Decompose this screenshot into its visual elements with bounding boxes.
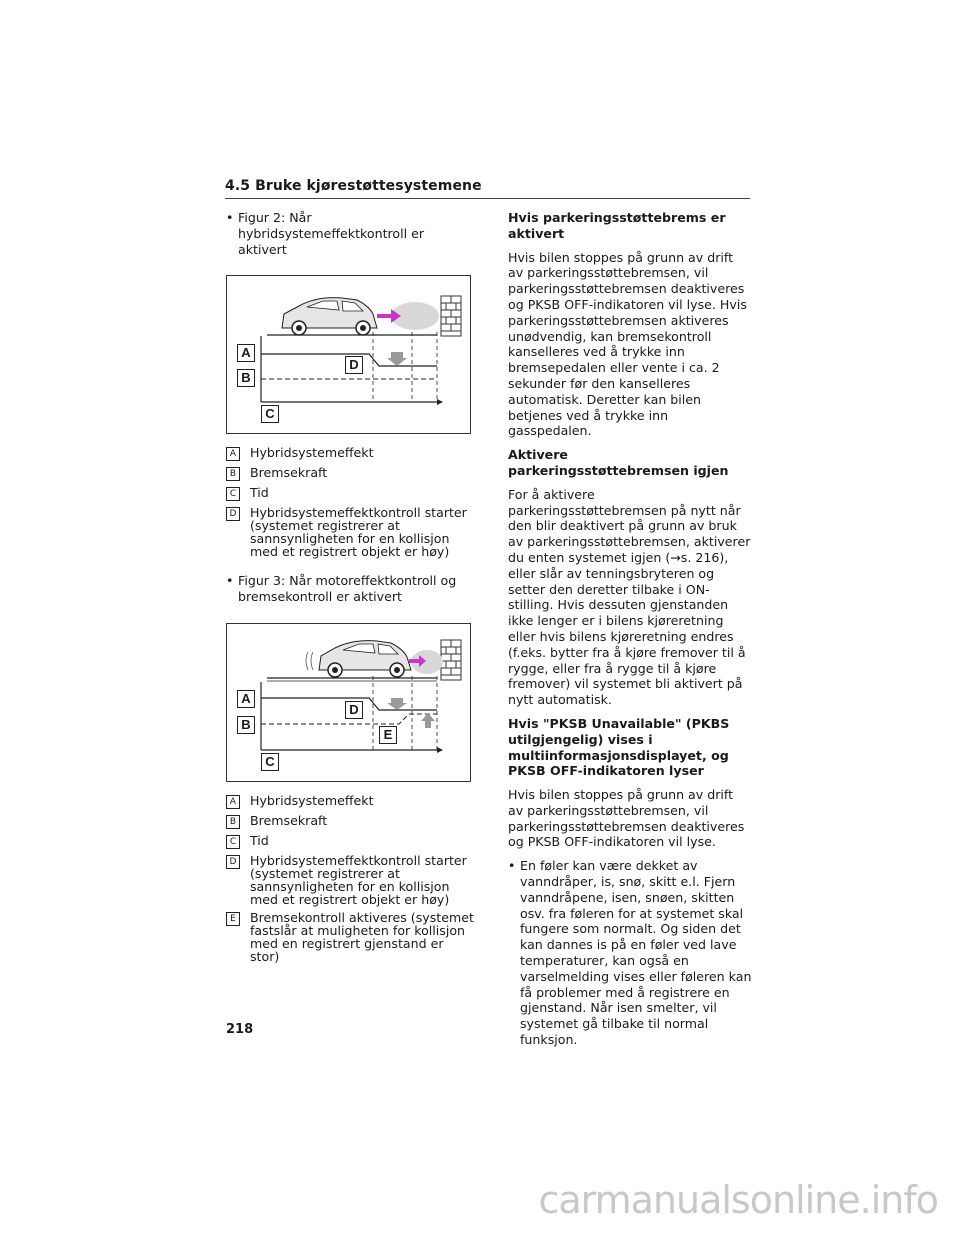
label-a: A (237, 344, 255, 362)
paragraph: Hvis bilen stoppes på grunn av drift av parkeringsstøttebremsen, vil parkeringsstøttebremsen deaktiveres og PKSB OFF-indikatoren vil lyse. (508, 787, 745, 850)
label-e: E (379, 726, 397, 744)
wall-icon (441, 640, 461, 680)
heading-pksb-unavailable: Hvis "PKSB Unavailable" (PKBS utilgjengelig) vises i multiinformasjonsdisplayet, og PKSB OFF-indikatoren lyser (508, 715, 730, 779)
page-number: 218 (226, 1022, 254, 1037)
label-d: D (345, 356, 363, 374)
figure-2-legend (226, 446, 474, 558)
figure-2-diagram (226, 275, 471, 434)
decrease-arrow-icon (387, 352, 407, 366)
watermark: carmanualsonline.info (538, 1178, 938, 1222)
legend-item: D Hybridsystemeffektkontroll starter (systemet registrerer at sannsynligheten for en kollisjon med et registrert objekt er høy) (226, 854, 474, 906)
car-icon (306, 641, 411, 677)
section-rule (225, 198, 750, 199)
right-column (508, 210, 752, 1048)
legend-item: B Bremsekraft (226, 466, 474, 481)
figure-2-caption: • Figur 2: Når hybridsystemeffektkontroll er aktivert (226, 210, 474, 257)
label-c: C (261, 753, 279, 771)
label-c: C (261, 405, 279, 423)
legend-item: D Hybridsystemeffektkontroll starter (systemet registrerer at sannsynligheten for en kollisjon med et registrert objekt er høy) (226, 506, 474, 558)
figure-3-diagram (226, 623, 471, 782)
car-icon (282, 298, 377, 335)
label-b: B (237, 716, 255, 734)
left-column (226, 210, 474, 968)
wall-icon (441, 296, 461, 336)
label-a: A (237, 690, 255, 708)
decrease-arrow-icon (387, 698, 407, 710)
legend-item: A Hybridsystemeffekt (226, 794, 474, 809)
legend-item: E Bremsekontroll aktiveres (systemet fastslår at muligheten for kollisjon med en registrert gjenstand er stor) (226, 911, 474, 963)
legend-item: A Hybridsystemeffekt (226, 446, 474, 461)
label-b: B (237, 369, 255, 387)
heading-reactivate: Aktivere parkeringsstøttebremsen igjen (508, 447, 729, 478)
paragraph: Hvis bilen stoppes på grunn av drift av parkeringsstøttebremsen, vil parkeringsstøttebremsen deaktiveres og PKSB OFF-indikatoren vil lyse. Hvis parkeringsstøttebremsen aktiveres unødvendig, kan bremsekontroll kanselleres ved å trykke inn bremsepedalen eller vente i ca. 2 sekunder før den kanselleres automatisk. Deretter kan bilen betjenes ved å trykke inn gasspedalen. (508, 249, 747, 439)
increase-arrow-icon (421, 713, 435, 728)
figure-3-caption: • Figur 3: Når motoreffektkontroll og bremsekontroll er aktivert (226, 573, 474, 605)
figure-3-legend (226, 794, 474, 963)
bullet-item: • En føler kan være dekket av vanndråper, is, snø, skitt e.l. Fjern vanndråpene, isen, snøen, skitten osv. fra føleren for at systemet skal fungere som normalt. Og siden det kan dannes is på en føler ved lave temperaturer, kan også en varselmelding vises eller føleren kan få problemer med å registrere en gjenstand. Når isen smelter, vil systemet gå tilbake til normal funksjon. (508, 858, 752, 1048)
label-d: D (345, 701, 363, 719)
legend-item: C Tid (226, 486, 474, 501)
legend-item: C Tid (226, 834, 474, 849)
section-title: 4.5 Bruke kjørestøttesystemene (225, 178, 482, 194)
legend-item: B Bremsekraft (226, 814, 474, 829)
heading-parking-brake-active: Hvis parkeringsstøttebrems er aktivert (508, 210, 726, 241)
paragraph: For å aktivere parkeringsstøttebremsen på nytt når den blir deaktivert på grunn av bruk av parkeringsstøttebremsen, aktiverer du enten systemet igjen (→s. 216), eller slår av tenningsbryteren og setter den deretter tilbake i ON-stilling. Hvis dessuten gjenstanden ikke lenger er i bilens kjøreretning eller hvis bilens kjøreretning endres (f.eks. bytter fra å kjøre fremover til å rygge, eller fra å rygge til å kjøre fremover) vil systemet bli aktivert på nytt automatisk. (508, 486, 751, 708)
